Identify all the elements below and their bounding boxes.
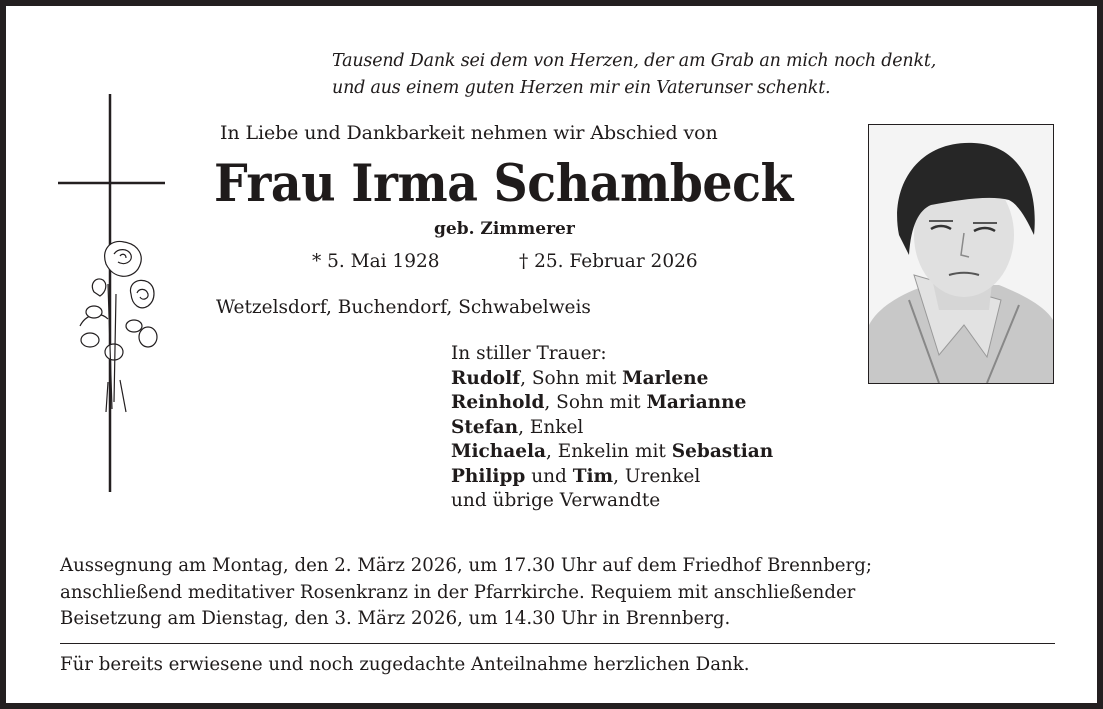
mourner-relation: , Enkelin mit [546,441,672,462]
portrait-image [869,125,1053,383]
mourner-line [451,391,773,416]
mourner-name: Marianne [646,392,747,413]
funeral-service-details [60,552,872,632]
mourner-name: Sebastian [671,441,774,462]
mourner-name: Philipp [451,465,526,487]
mourners-list [451,342,773,514]
portrait-photo [868,124,1054,384]
memorial-quote [332,48,936,102]
mourner-relation: und [525,465,573,487]
places: Wetzelsdorf, Buchendorf, Schwabelweis [216,297,591,318]
mourner-line [451,465,773,490]
mourner-line [451,489,773,514]
quote-line-1: Tausend Dank sei dem von Herzen, der am Grab an mich noch denkt, [332,51,937,71]
service-line-3: Beisetzung am Dienstag, den 3. März 2026, um 14.30 Uhr in Brennberg. [60,607,731,629]
mourner-name: Reinhold [451,392,545,413]
birth-date: * 5. Mai 1928 [312,251,440,272]
service-line-2: anschließend meditativer Rosenkranz in der Pfarrkirche. Requiem mit anschließender [60,580,856,603]
death-date: † 25. Februar 2026 [519,251,698,272]
maiden-name: geb. Zimmerer [434,219,575,239]
mourner-line [451,367,773,392]
mourner-relation: , Sohn mit [520,367,623,389]
mourner-relation: , Enkel [518,416,584,438]
mourner-relation: , Sohn mit [544,392,647,413]
service-line-1: Aussegnung am Montag, den 2. März 2026, um 17.30 Uhr auf dem Friedhof Brennberg; [60,554,872,576]
divider [60,643,1055,644]
mourner-line [451,440,773,465]
mourner-line [451,416,773,441]
quote-line-2: und aus einem guten Herzen mir ein Vaterunser schenkt. [332,78,831,98]
mourner-name: Michaela [451,441,546,462]
mourner-relation: und übrige Verwandte [451,490,661,511]
mourners-heading: In stiller Trauer: [451,343,607,364]
mourner-name: Stefan [451,416,519,438]
cross-with-roses-icon [56,94,171,524]
mourner-name: Tim [572,465,614,487]
mourner-name: Rudolf [451,367,521,389]
mourner-name: Marlene [622,367,709,389]
deceased-name: Frau Irma Schambeck [214,154,793,214]
mourner-relation: , Urenkel [613,465,701,487]
intro-text: In Liebe und Dankbarkeit nehmen wir Abschied von [220,122,718,144]
thanks-text: Für bereits erwiesene und noch zugedachte Anteilnahme herzlichen Dank. [60,653,750,675]
